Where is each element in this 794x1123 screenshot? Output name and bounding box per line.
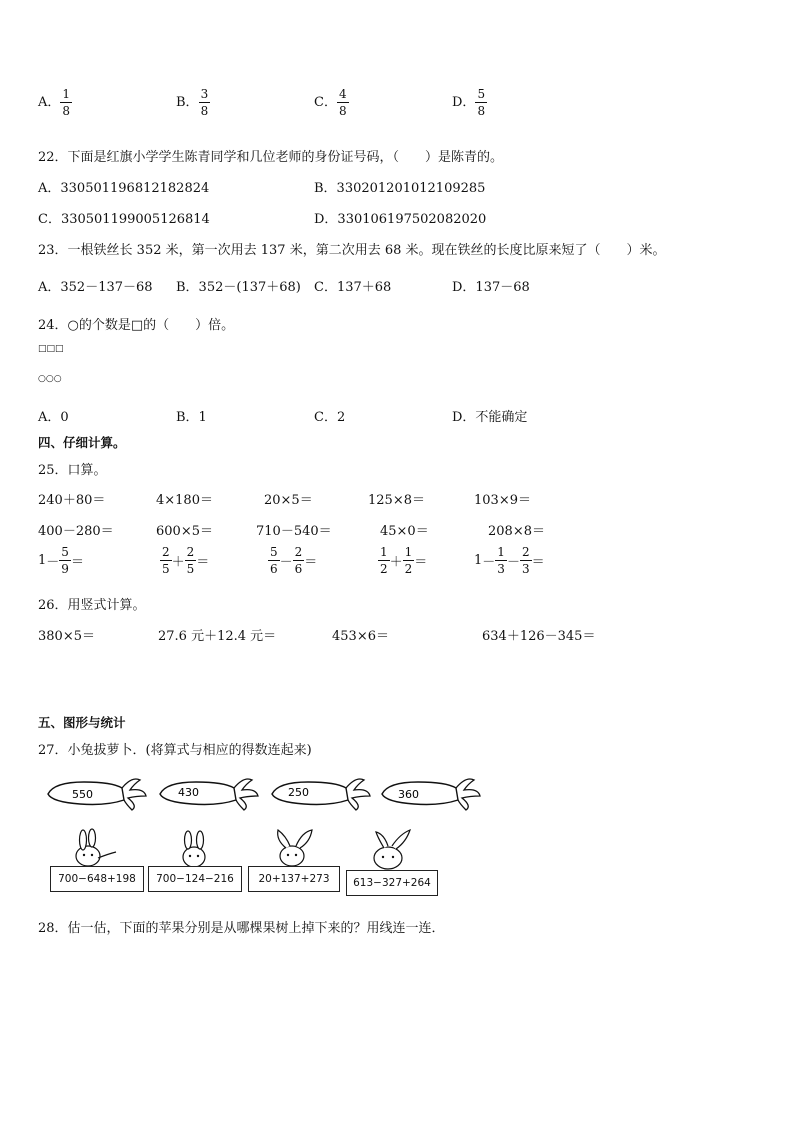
q26-item-4: 634＋126－345＝ <box>482 629 596 644</box>
q24-text: 24．○的个数是□的（ ）倍。 <box>38 318 235 333</box>
q25-r3-c1: 1－ $\frac{5}{9}$ ＝ <box>38 545 84 576</box>
rabbit-icon <box>366 826 414 870</box>
q25-r3-c4: $\frac{1}{2}$ ＋ $\frac{1}{2}$ ＝ <box>380 545 428 576</box>
q25-r3-c2: $\frac{2}{5}$ ＋ $\frac{2}{5}$ ＝ <box>162 545 210 576</box>
q23-option-c: C．137＋68 <box>314 280 392 295</box>
carrot-value: 430 <box>178 786 199 799</box>
expression-box: 700−648+198 <box>50 866 144 892</box>
q25-r3-c5: 1－ $\frac{1}{3}$ － $\frac{2}{3}$ ＝ <box>474 545 545 576</box>
q24-circles: ○○○ <box>38 374 62 384</box>
fraction: $\frac{5}{8}$ <box>477 87 486 118</box>
q22-text: 22．下面是红旗小学学生陈青同学和几位老师的身份证号码，（ ）是陈青的。 <box>38 150 504 165</box>
q28-title: 28．估一估，下面的苹果分别是从哪棵果树上掉下来的？用线连一连． <box>38 921 445 936</box>
q22-option-d: D．330106197502082020 <box>314 212 487 227</box>
q24-option-d: D．不能确定 <box>452 410 528 425</box>
q21-option-c: C． $\frac{4}{8}$ <box>314 87 347 118</box>
q22-option-c: C．330501199005126814 <box>38 212 210 227</box>
carrot-value: 360 <box>398 788 419 801</box>
q22-option-a: A．330501196812182824 <box>38 181 210 196</box>
carrot-icon <box>268 770 373 812</box>
carrot-icon <box>44 770 149 812</box>
q23-option-a: A．352－137－68 <box>38 280 153 295</box>
q25-r1-c4: 125×8＝ <box>368 493 425 508</box>
q23-text: 23．一根铁丝长 352 米，第一次用去 137 米，第二次用去 68 米。现在铁丝的长度比原来短了（ ）米。 <box>38 243 666 258</box>
q26-item-2: 27.6 元＋12.4 元＝ <box>158 629 277 644</box>
section-heading-4: 四、仔细计算。 <box>38 435 126 450</box>
q25-r1-c2: 4×180＝ <box>156 493 213 508</box>
q24-option-b: B．1 <box>176 410 207 425</box>
fraction: $\frac{1}{8}$ <box>62 87 71 118</box>
q24-option-c: C．2 <box>314 410 346 425</box>
q21-option-a: A． $\frac{1}{8}$ <box>38 87 71 118</box>
q25-r2-c1: 400－280＝ <box>38 524 114 539</box>
q22-option-b: B．330201201012109285 <box>314 181 486 196</box>
carrot-value: 550 <box>72 788 93 801</box>
fraction: $\frac{4}{8}$ <box>338 87 347 118</box>
section-heading-5: 五、图形与统计 <box>38 715 126 730</box>
q24-squares: □□□ <box>38 344 64 354</box>
q25-r2-c4: 45×0＝ <box>380 524 429 539</box>
carrot-value: 250 <box>288 786 309 799</box>
rabbit-icon <box>270 826 318 868</box>
q23-option-d: D．137－68 <box>452 280 530 295</box>
q26-item-1: 380×5＝ <box>38 629 95 644</box>
fraction: $\frac{3}{8}$ <box>200 87 209 118</box>
expression-box: 700−124−216 <box>148 866 242 892</box>
q21-option-d: D． $\frac{5}{8}$ <box>452 87 486 118</box>
carrot-icon <box>156 770 261 812</box>
q25-r1-c1: 240＋80＝ <box>38 493 106 508</box>
q21-option-b: B． $\frac{3}{8}$ <box>176 87 209 118</box>
expression-box: 613−327+264 <box>346 870 438 896</box>
q23-option-b: B．352－(137＋68) <box>176 280 301 295</box>
q25-r2-c5: 208×8＝ <box>488 524 545 539</box>
q25-r1-c5: 103×9＝ <box>474 493 531 508</box>
q25-title: 25．口算。 <box>38 463 107 478</box>
q25-r2-c2: 600×5＝ <box>156 524 213 539</box>
rabbit-icon <box>174 830 214 868</box>
q26-title: 26．用竖式计算。 <box>38 598 146 613</box>
carrot-icon <box>378 770 483 812</box>
rabbit-icon <box>72 828 120 868</box>
q25-r1-c3: 20×5＝ <box>264 493 313 508</box>
expression-box: 20+137+273 <box>248 866 340 892</box>
q27-title: 27．小兔拔萝卜．(将算式与相应的得数连起来) <box>38 743 312 758</box>
q24-option-a: A．0 <box>38 410 69 425</box>
q26-item-3: 453×6＝ <box>332 629 389 644</box>
q25-r2-c3: 710－540＝ <box>256 524 332 539</box>
q25-r3-c3: $\frac{5}{6}$ － $\frac{2}{6}$ ＝ <box>270 545 318 576</box>
